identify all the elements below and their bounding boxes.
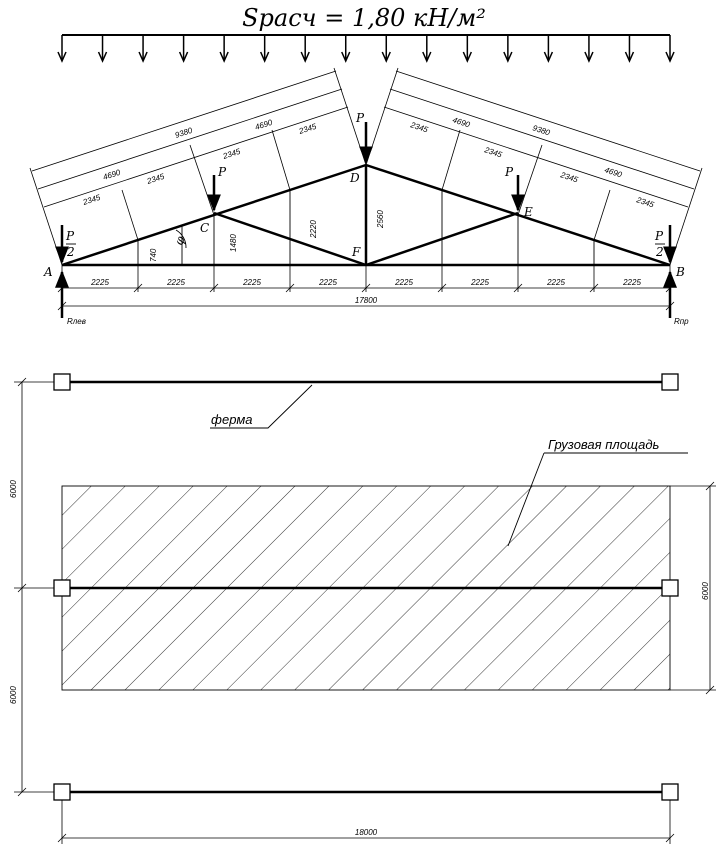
dim-top-l5: 4690	[101, 167, 122, 182]
column	[662, 580, 678, 596]
dim-panel-6: 2225	[471, 278, 489, 287]
node-D: D	[350, 171, 360, 185]
dim-h-inner: 2220	[309, 220, 318, 238]
load-P-E: P	[505, 165, 514, 179]
dim-h-small: 740	[149, 248, 158, 262]
load-P-C: P	[218, 165, 227, 179]
column	[662, 784, 678, 800]
dim-panel-5: 2225	[395, 278, 413, 287]
dim-panel-8: 2225	[623, 278, 641, 287]
reaction-right: Rпр	[674, 317, 689, 326]
dim-top-r5: 4690	[451, 115, 472, 130]
dim-panel-1: 2225	[91, 278, 109, 287]
dim-18000: 18000	[354, 828, 378, 837]
dim-panel-7: 2225	[547, 278, 565, 287]
plan	[9, 374, 716, 844]
angle-label: φ	[171, 234, 188, 248]
dim-top-l1: 2345	[81, 192, 102, 207]
reaction-left: Rлев	[67, 317, 86, 326]
column	[54, 784, 70, 800]
dim-top-r1: 2345	[409, 120, 430, 135]
dim-top-r7: 9380	[531, 123, 552, 138]
column	[662, 374, 678, 390]
dim-top-l3: 2345	[221, 146, 242, 161]
dim-top-r4: 2345	[635, 195, 656, 210]
dim-top-r3: 2345	[559, 170, 580, 185]
half-load-den-right: 2	[656, 245, 664, 259]
load-P-D: P	[356, 111, 365, 125]
node-B: B	[676, 265, 685, 279]
dim-top-l2: 2345	[145, 171, 166, 186]
dim-6000-bottom: 6000	[9, 686, 18, 704]
dim-panel-2: 2225	[167, 278, 185, 287]
area-label: Грузовая площадь	[548, 437, 660, 452]
dim-6000-top: 6000	[9, 480, 18, 498]
dim-6000-area: 6000	[701, 582, 710, 600]
dim-span: 17800	[354, 296, 378, 305]
dim-top-l7: 9380	[173, 125, 194, 140]
dim-top-l6: 4690	[253, 117, 274, 132]
dim-h-center: 2560	[376, 210, 385, 228]
column	[54, 580, 70, 596]
node-A: A	[44, 265, 53, 279]
truss	[30, 68, 702, 326]
node-C: C	[200, 221, 210, 235]
node-F: F	[352, 245, 361, 259]
dim-panel-3: 2225	[243, 278, 261, 287]
half-load-den-left: 2	[67, 245, 75, 259]
half-load-num-left: P	[66, 229, 75, 243]
truss-label: ферма	[211, 412, 253, 427]
node-E: E	[524, 205, 533, 219]
distributed-load	[58, 35, 674, 61]
dim-top-r2: 2345	[483, 145, 504, 160]
dim-top-r6: 4690	[603, 165, 624, 180]
dim-panel-4: 2225	[319, 278, 337, 287]
dim-top-l4: 2345	[297, 121, 318, 136]
dim-h-c: 1480	[229, 234, 238, 252]
half-load-num-right: P	[655, 229, 664, 243]
column	[54, 374, 70, 390]
load-title: Sрасч = 1,80 кН/м²	[242, 4, 486, 32]
